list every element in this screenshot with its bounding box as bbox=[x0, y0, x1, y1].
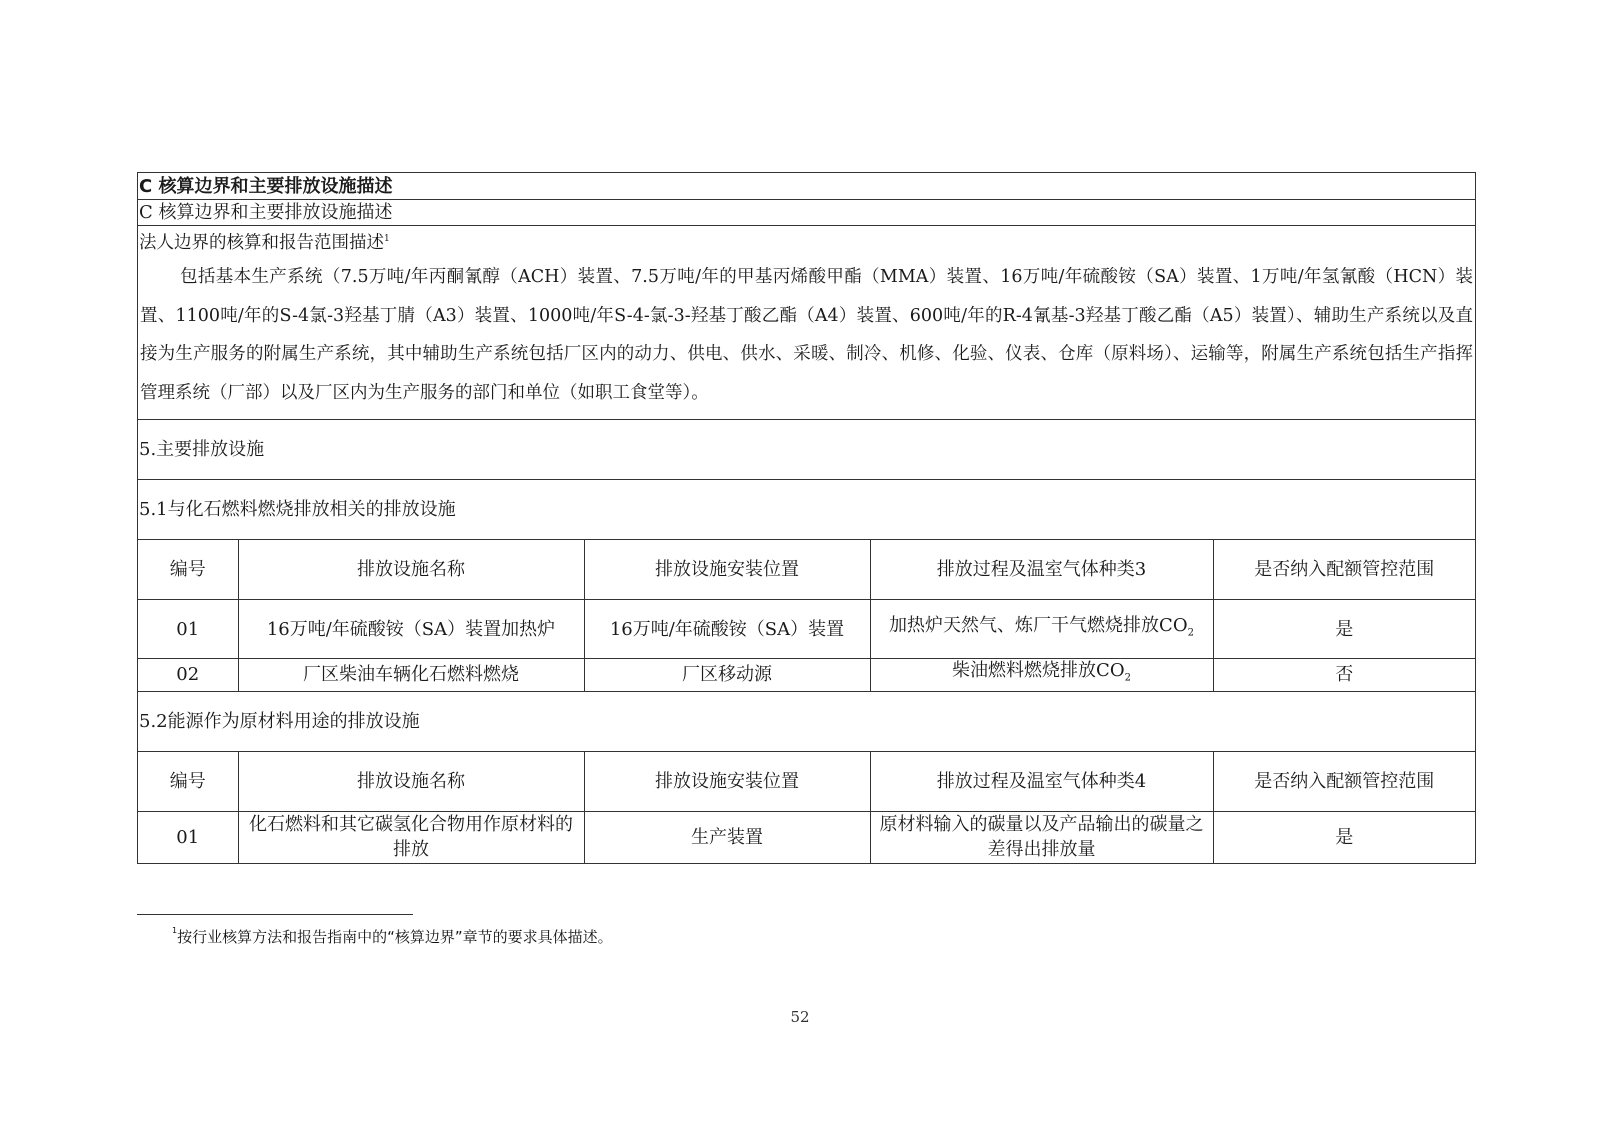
emission-process: 柴油燃料燃烧排放$CO_2$ bbox=[870, 659, 1213, 691]
emission-process: 原材料输入的碳量以及产品输出的碳量之差得出排放量 bbox=[870, 811, 1213, 863]
facility-location: 厂区移动源 bbox=[584, 659, 870, 691]
header-cell: 排放过程及温室气体种类4 bbox=[870, 752, 1213, 812]
header-cell: 排放过程及温室气体种类3 bbox=[870, 540, 1213, 600]
table-row bbox=[138, 600, 1475, 659]
header-cell: 编号 bbox=[138, 752, 238, 812]
feedstock-table-wrapper bbox=[138, 752, 1475, 864]
header-cell: 是否纳入配额管控范围 bbox=[1213, 540, 1475, 600]
facility-name: 化石燃料和其它碳氢化合物用作原材料的排放 bbox=[238, 811, 584, 863]
row-id: 01 bbox=[138, 811, 238, 863]
feedstock-facilities-table bbox=[138, 752, 1475, 863]
facility-location: 16万吨/年硫酸铵（SA）装置 bbox=[584, 600, 870, 659]
footnote bbox=[172, 926, 613, 947]
quota-included: 是 bbox=[1335, 826, 1354, 848]
quota-included: 是 bbox=[1213, 600, 1475, 659]
facility-name: 厂区柴油车辆化石燃料燃烧 bbox=[238, 659, 584, 691]
section-subheader: C 核算边界和主要排放设施描述 bbox=[138, 200, 1475, 226]
header-cell: 排放设施名称 bbox=[238, 540, 584, 600]
fossil-table-wrapper bbox=[138, 540, 1475, 692]
table-row bbox=[138, 659, 1475, 691]
fossil-facilities-table bbox=[138, 540, 1475, 691]
section-header: C 核算边界和主要排放设施描述 bbox=[138, 173, 1475, 200]
row-id: 02 bbox=[138, 659, 238, 691]
header-cell: 是否纳入配额管控范围 bbox=[1213, 752, 1475, 812]
boundary-description bbox=[138, 226, 1475, 420]
page-number: 52 bbox=[790, 1008, 810, 1026]
footnote-text: 按行业核算方法和报告指南中的“核算边界”章节的要求具体描述。 bbox=[177, 928, 613, 946]
row-id: 01 bbox=[138, 600, 238, 659]
fossil-section-title: 5.1与化石燃料燃烧排放相关的排放设施 bbox=[138, 480, 1475, 540]
quota-included: 否 bbox=[1335, 663, 1354, 685]
table-row bbox=[138, 811, 1475, 863]
accounting-boundary-form bbox=[137, 172, 1476, 864]
footnote-reference: 1 bbox=[384, 234, 390, 244]
main-facilities-title: 5.主要排放设施 bbox=[138, 420, 1475, 480]
emission-process: 加热炉天然气、炼厂干气燃烧排放$CO_2$ bbox=[870, 600, 1213, 659]
boundary-title: 法人边界的核算和报告范围描述$^1$ bbox=[139, 232, 390, 253]
header-cell: 排放设施安装位置 bbox=[584, 752, 870, 812]
feedstock-section-title: 5.2能源作为原材料用途的排放设施 bbox=[138, 692, 1475, 752]
table-header-row bbox=[138, 752, 1475, 812]
header-cell: 编号 bbox=[138, 540, 238, 600]
header-cell: 排放设施名称 bbox=[238, 752, 584, 812]
header-cell: 排放设施安装位置 bbox=[584, 540, 870, 600]
facility-location: 生产装置 bbox=[584, 811, 870, 863]
table-header-row bbox=[138, 540, 1475, 600]
boundary-body: 包括基本生产系统（7.5万吨/年丙酮氰醇（ACH）装置、7.5万吨/年的甲基丙烯酸甲酯（MMA）装置、16万吨/年硫酸铵（SA）装置、1万吨/年氢氰酸（HCN）装置、1100吨/年的S-4氯-3羟基丁腈（A3）装置、1000吨/年S-4-氯-3-羟基丁酸乙酯（A4）装置、600吨/年的R-4氰基-3羟基丁酸乙酯（A5）装置）、辅助生产系统以及直接为生产服务的附属生产系统，其中辅助生产系统包括厂区内的动力、供电、供水、采暖、制冷、机修、化验、仪表、仓库（原料场）、运输等，附属生产系统包括生产指挥管理系统（厂部）以及厂区内为生产服务的部门和单位（如职工食堂等）。 bbox=[140, 267, 1473, 403]
facility-name: 16万吨/年硫酸铵（SA）装置加热炉 bbox=[238, 600, 584, 659]
footnote-separator bbox=[137, 914, 413, 915]
footnote-mark: 1 bbox=[172, 926, 178, 935]
